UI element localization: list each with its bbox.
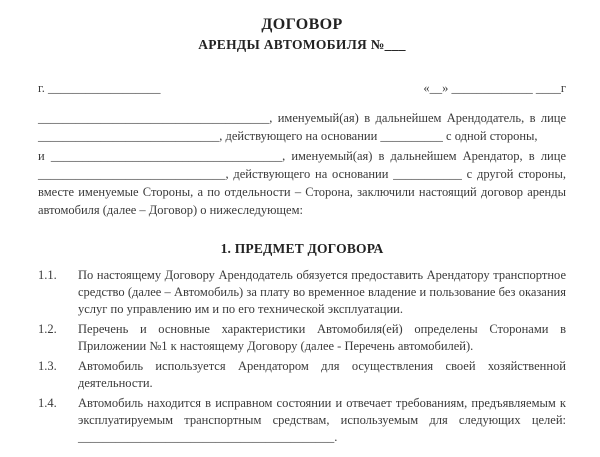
date-blank-line: «__» _____________ ____г xyxy=(423,81,566,95)
clause-number: 1.2. xyxy=(38,322,57,336)
page-subtitle: АРЕНДЫ АВТОМОБИЛЯ №___ xyxy=(198,37,406,52)
city-date-row xyxy=(38,80,566,97)
clause-text: Перечень и основные характеристики Автомобиля(ей) определены Сторонами в Приложении №1 к настоящему Договору (далее - Перечень автомобилей). xyxy=(78,322,566,353)
clause-1-1 xyxy=(38,267,566,318)
clause-1-2 xyxy=(38,321,566,355)
page-title: ДОГОВОР xyxy=(261,16,343,33)
clause-number: 1.3. xyxy=(38,359,57,373)
section-heading: 1. ПРЕДМЕТ ДОГОВОРА xyxy=(220,241,384,256)
preamble xyxy=(38,109,566,219)
city-blank-line: г. __________________ xyxy=(38,81,161,95)
clause-list xyxy=(38,267,566,446)
clause-text: Автомобиль находится в исправном состоянии и отвечает требованиям, предъявляемым к эксплуатируемым транспортным средствам, используемым для следующих целей: _________________________________________. xyxy=(78,396,566,444)
preamble-paragraph-lessee: и _____________________________________, именуемый(ая) в дальнейшем Арендатор, в лице ______________________________, действующего на основании ___________ с другой стороны, вместе именуемые Стороны, а по отдельности – Сторона, заключили настоящий договор аренды автомобиля (далее – Договор) о нижеследующем: xyxy=(38,149,566,217)
clause-text: По настоящему Договору Арендодатель обязуется предоставить Арендатору транспортное средство (далее – Автомобиль) за плату во временное владение и пользование без оказания услуг по управлению им и по его технической эксплуатации. xyxy=(78,268,566,316)
clause-1-4 xyxy=(38,395,566,446)
clause-text: Автомобиль используется Арендатором для осуществления своей хозяйственной деятельности. xyxy=(78,359,566,390)
clause-1-3 xyxy=(38,358,566,392)
preamble-paragraph-lessor: _____________________________________, именуемый(ая) в дальнейшем Арендодатель, в лице _____________________________, действующего на основании __________ с одной стороны, xyxy=(38,111,566,143)
clause-number: 1.4. xyxy=(38,396,57,410)
clause-number: 1.1. xyxy=(38,268,57,282)
